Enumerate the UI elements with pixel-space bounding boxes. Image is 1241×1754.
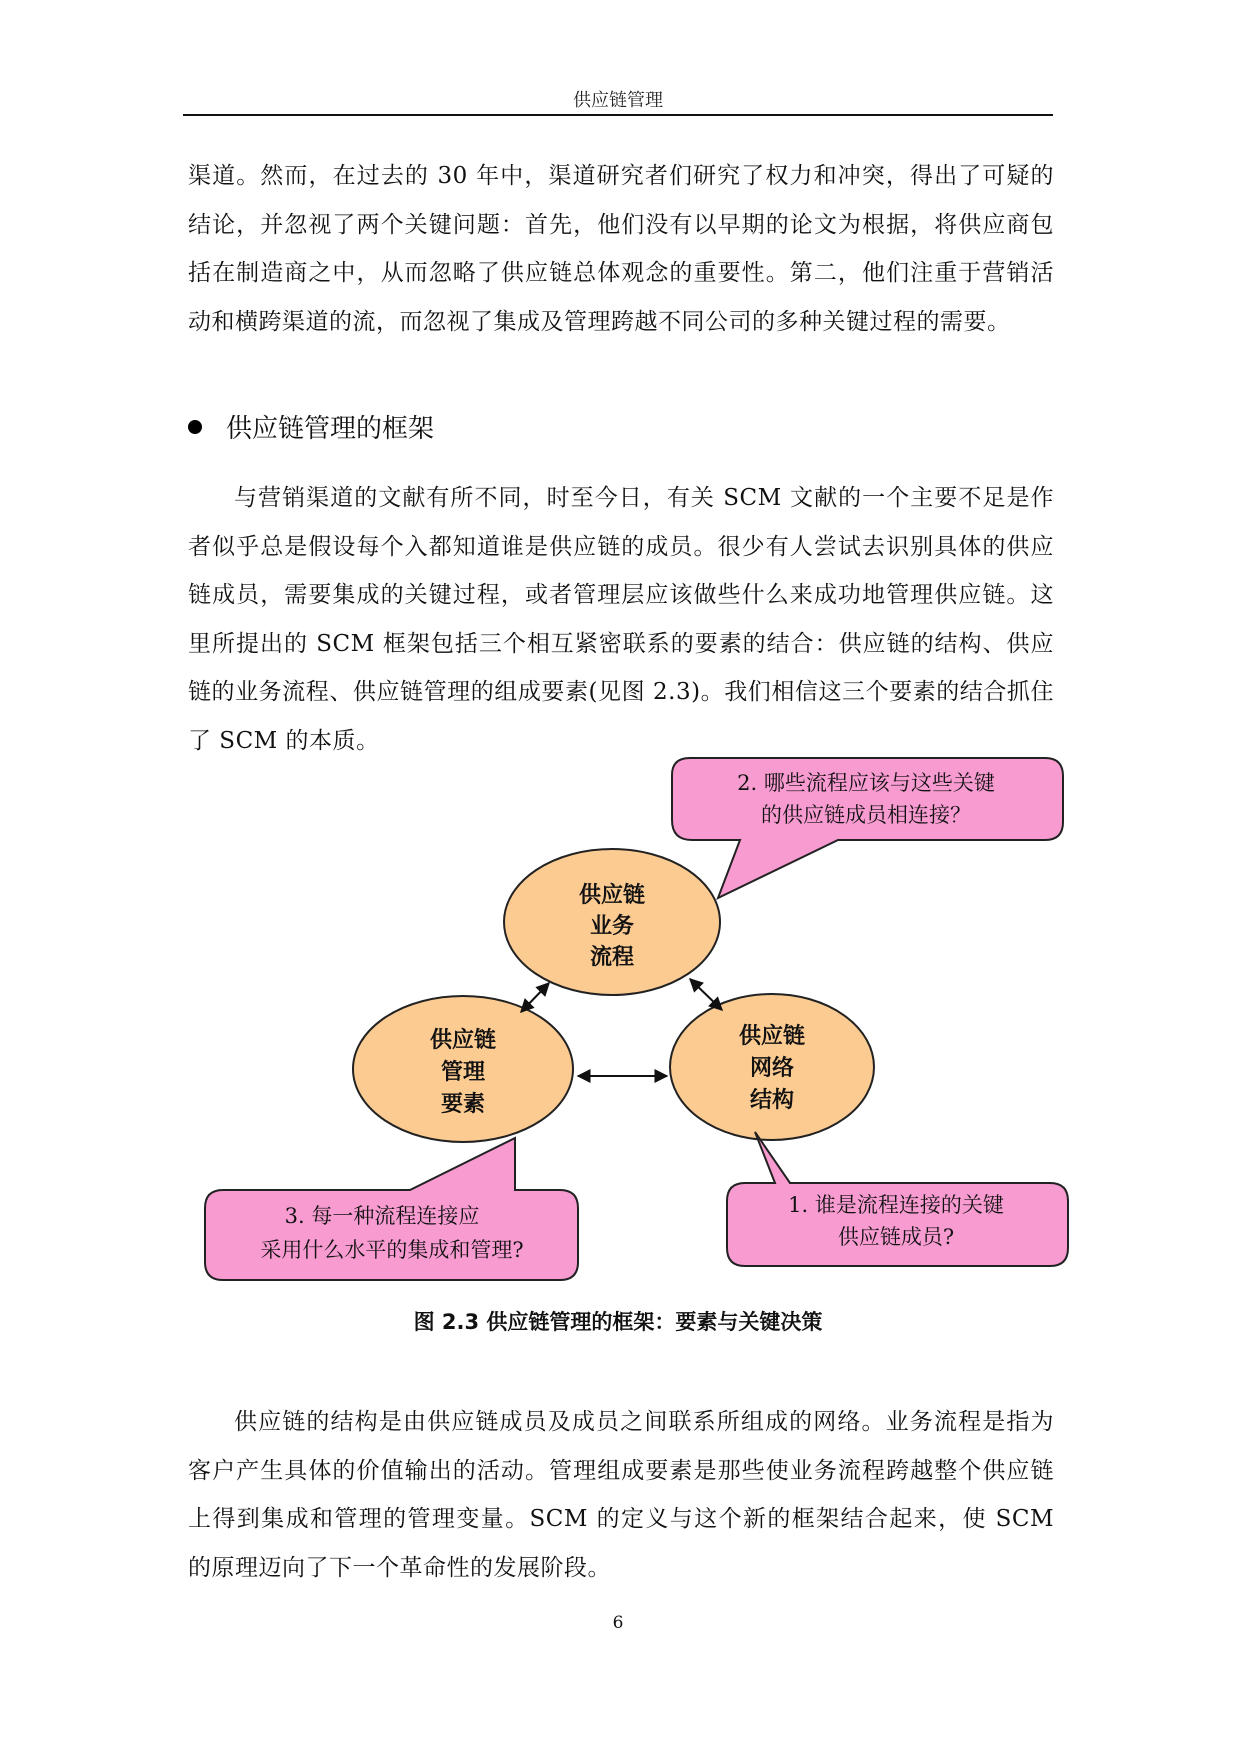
node-process-line-2: 业务 bbox=[589, 914, 635, 939]
node-components-line-3: 要素 bbox=[440, 1092, 486, 1117]
callout-bubble-3 bbox=[205, 1138, 578, 1280]
paragraph-3: 供应链的结构是由供应链成员及成员之间联系所组成的网络。业务流程是指为客户产生具体的价值输出的活动。管理组成要素是那些使业务流程跨越整个供应链上得到集成和管理的管理变量。SCM 的定义与这个新的框架结合起来，使 SCM 的原理迈向了下一个革命性的发展阶段。 bbox=[188, 1409, 1054, 1581]
node-structure bbox=[670, 994, 874, 1140]
figure-caption: 图 2.3 供应链管理的框架：要素与关键决策 bbox=[413, 1310, 823, 1334]
running-header: 供应链管理 bbox=[573, 90, 663, 111]
callout-bubble-2 bbox=[672, 758, 1063, 898]
arrow-process-structure bbox=[690, 979, 722, 1010]
node-process bbox=[504, 849, 720, 995]
bubble-3-line-2: 采用什么水平的集成和管理? bbox=[260, 1238, 524, 1262]
bubble-3-line-1: 3. 每一种流程连接应 bbox=[284, 1204, 480, 1228]
node-components-line-1: 供应链 bbox=[429, 1028, 497, 1053]
bubble-1-line-2: 供应链成员? bbox=[837, 1225, 955, 1249]
page-number: 6 bbox=[612, 1613, 624, 1633]
bubble-1-line-1: 1. 谁是流程连接的关键 bbox=[788, 1193, 1004, 1217]
node-structure-line-1: 供应链 bbox=[738, 1024, 806, 1049]
bubble-2-line-2: 的供应链成员相连接？ bbox=[761, 803, 971, 827]
paragraph-1: 渠道。然而，在过去的 30 年中，渠道研究者们研究了权力和冲突，得出了可疑的结论，并忽视了两个关键问题：首先，他们没有以早期的论文为根据，将供应商包括在制造商之中，从而忽略了供应链总体观念的重要性。第二，他们注重于营销活动和横跨渠道的流，而忽视了集成及管理跨越不同公司的多种关键过程的需要。 bbox=[188, 163, 1054, 335]
node-structure-line-3: 结构 bbox=[749, 1088, 795, 1113]
node-components-line-2: 管理 bbox=[440, 1060, 486, 1085]
section-heading-text: 供应链管理的框架 bbox=[226, 414, 435, 444]
node-components bbox=[353, 996, 573, 1142]
arrow-process-components bbox=[521, 983, 549, 1012]
node-structure-line-2: 网络 bbox=[749, 1056, 795, 1081]
node-process-line-3: 流程 bbox=[589, 945, 635, 970]
paragraph-2: 与营销渠道的文献有所不同，时至今日，有关 SCM 文献的一个主要不足是作者似乎总是假设每个入都知道谁是供应链的成员。很少有人尝试去识别具体的供应链成员，需要集成的关键过程，或者管理层应该做些什么来成功地管理供应链。这里所提出的 SCM 框架包括三个相互紧密联系的要素的结合：供应链的结构、供应链的业务流程、供应链管理的组成要素(见图 2.3)。我们相信这三个要素的结合抓住了 SCM 的本质。 bbox=[188, 485, 1054, 754]
callout-bubble-1 bbox=[727, 1132, 1068, 1266]
bubble-2-line-1: 2. 哪些流程应该与这些关键 bbox=[737, 771, 995, 795]
node-process-line-1: 供应链 bbox=[578, 883, 646, 908]
